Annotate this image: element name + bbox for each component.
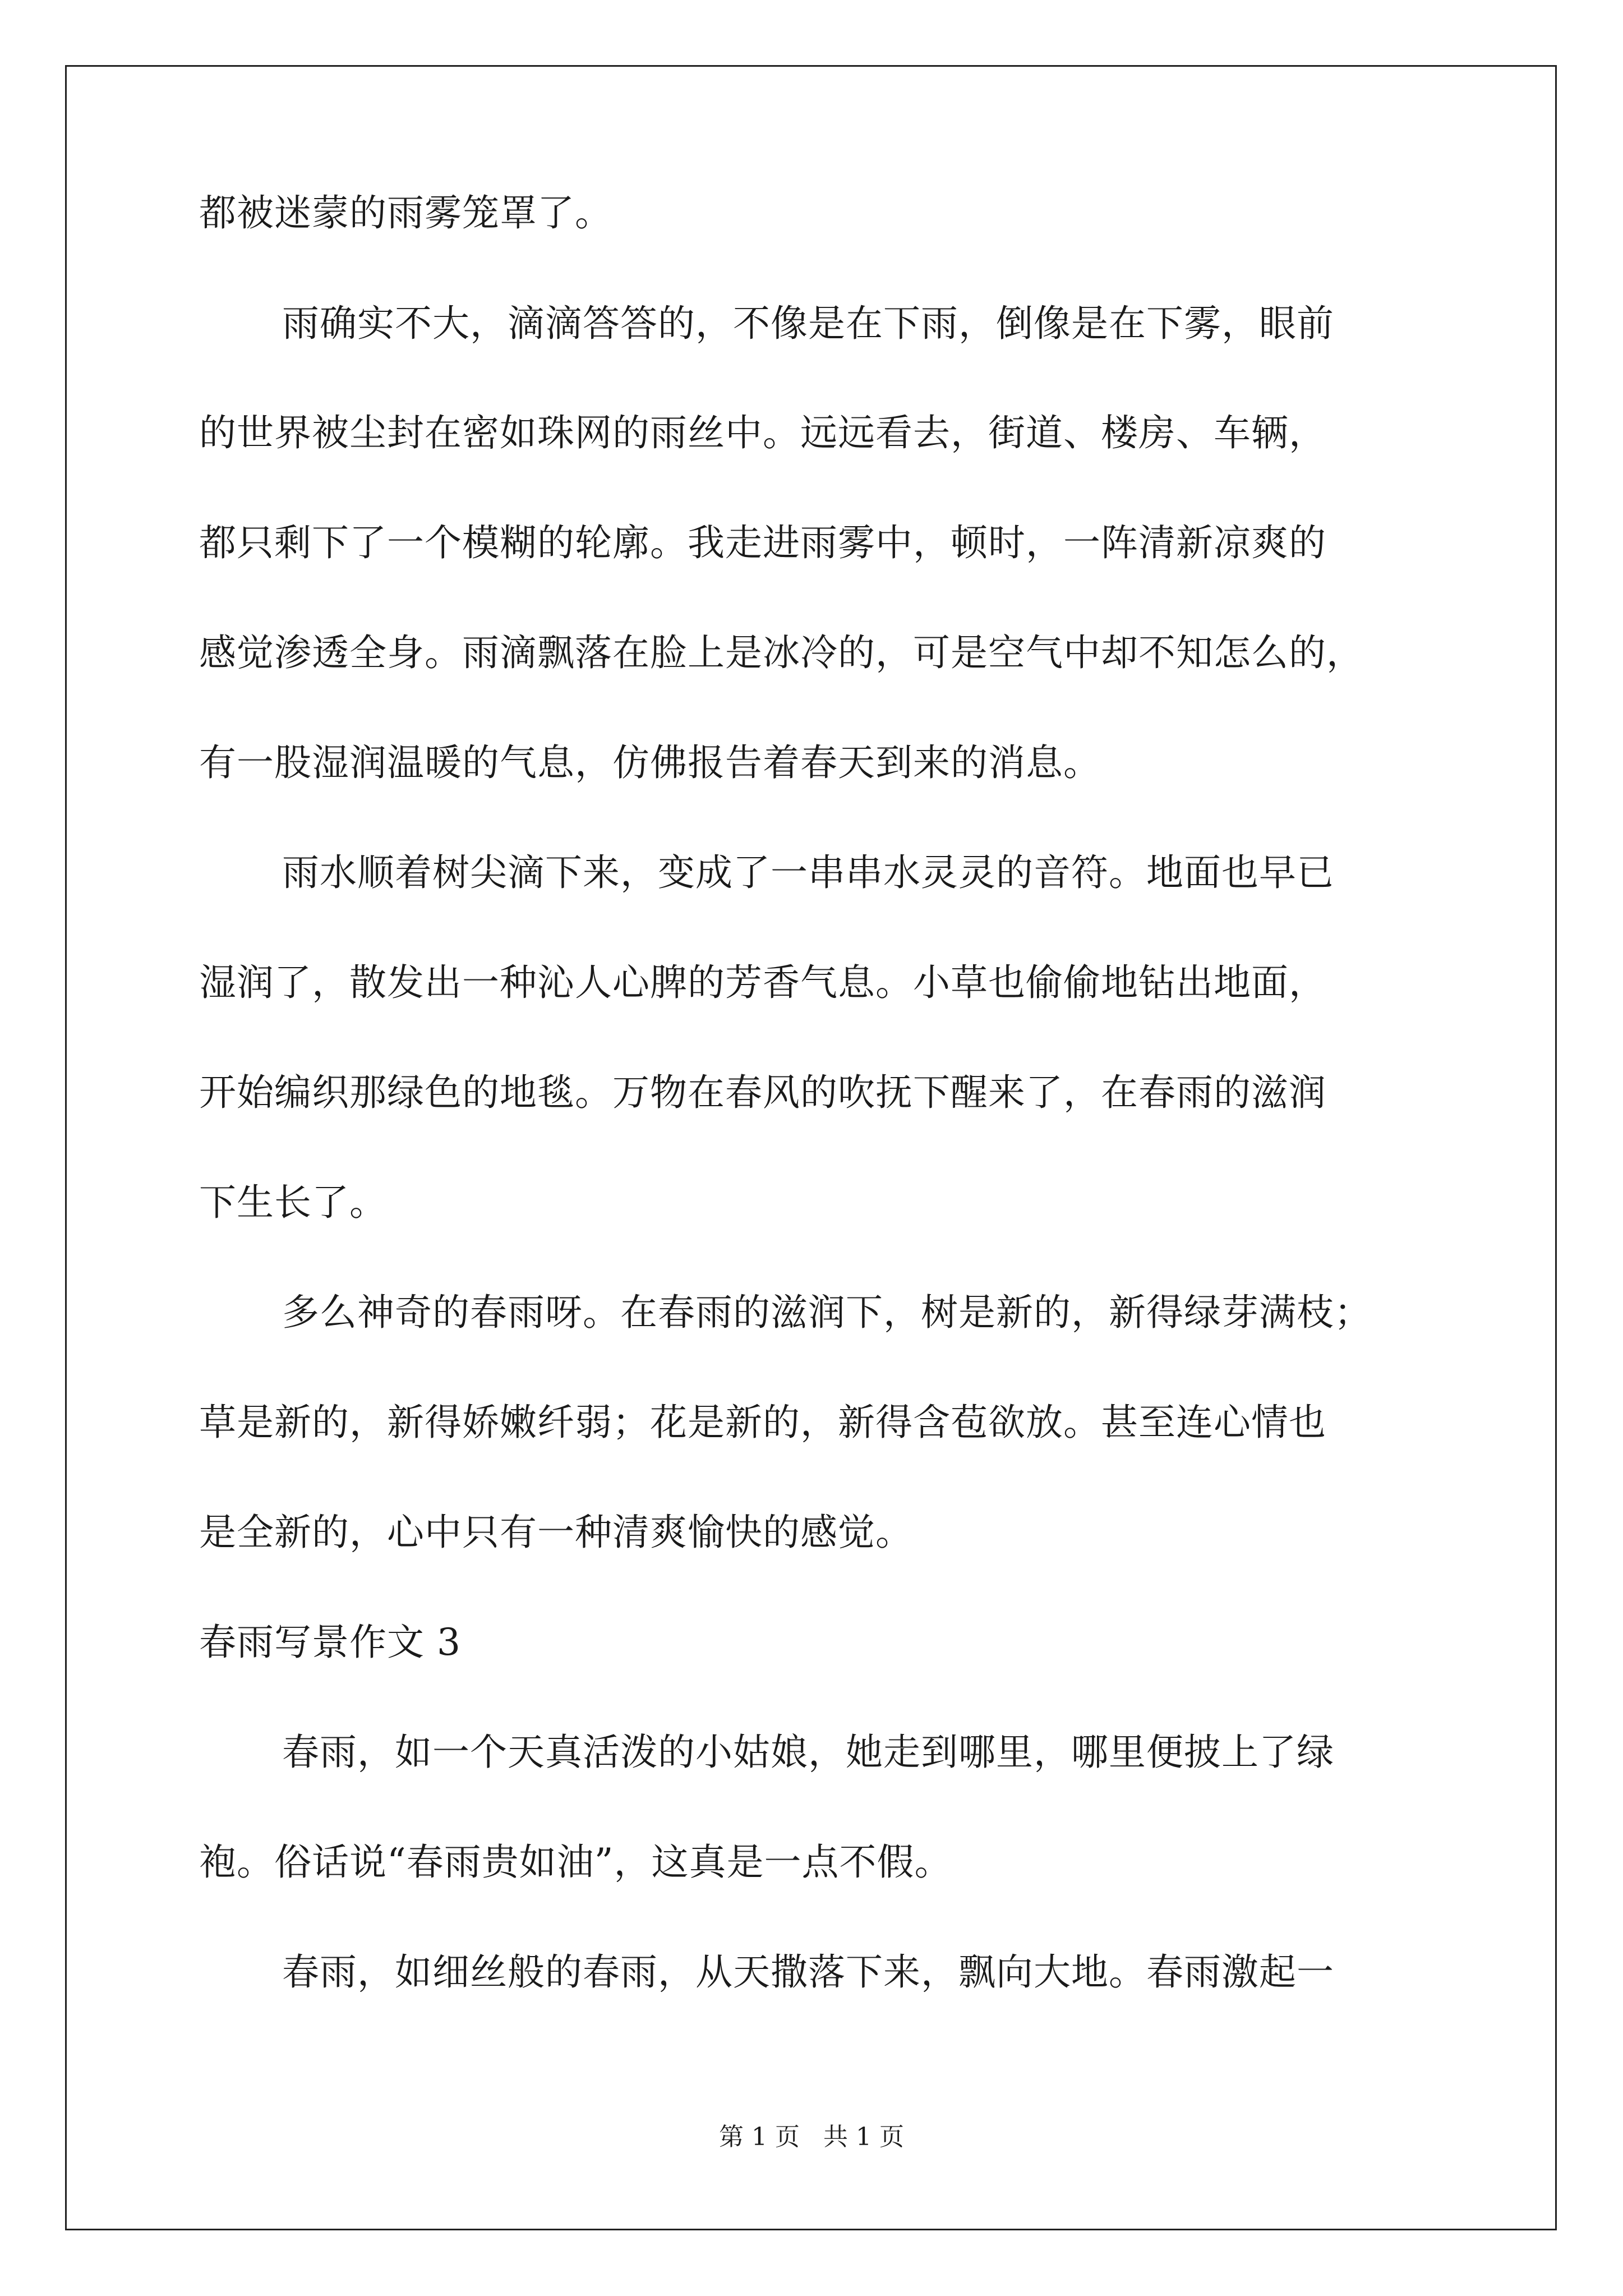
text-line: 感觉渗透全身。雨滴飘落在脸上是冰冷的，可是空气中却不知怎么的， bbox=[199, 631, 1364, 674]
section-heading: 春雨写景作文 3 bbox=[199, 1621, 461, 1664]
text-line: 湿润了，散发出一种沁人心脾的芳香气息。小草也偷偷地钻出地面， bbox=[199, 961, 1326, 1004]
text-line: 雨水顺着树尖滴下来，变成了一串串水灵灵的音符。地面也早已 bbox=[282, 851, 1334, 894]
text-line: 都被迷蒙的雨雾笼罩了。 bbox=[199, 191, 612, 234]
text-line: 开始编织那绿色的地毯。万物在春风的吹抚下醒来了，在春雨的滋润 bbox=[199, 1071, 1326, 1114]
text-line: 袍。俗话说“春雨贵如油”，这真是一点不假。 bbox=[199, 1841, 952, 1884]
text-line: 春雨，如一个天真活泼的小姑娘，她走到哪里，哪里便披上了绿 bbox=[282, 1731, 1334, 1774]
page-footer: 第 1 页 共 1 页 bbox=[719, 2123, 904, 2151]
text-line: 有一股湿润温暖的气息，仿佛报告着春天到来的消息。 bbox=[199, 741, 1101, 784]
text-line: 的世界被尘封在密如珠网的雨丝中。远远看去，街道、楼房、车辆， bbox=[199, 411, 1326, 454]
text-line: 草是新的，新得娇嫩纤弱；花是新的，新得含苞欲放。甚至连心情也 bbox=[199, 1401, 1326, 1444]
page-border bbox=[65, 65, 1557, 2230]
text-line: 下生长了。 bbox=[199, 1181, 387, 1224]
text-line: 雨确实不大，滴滴答答的，不像是在下雨，倒像是在下雾，眼前 bbox=[282, 302, 1334, 345]
text-line: 春雨，如细丝般的春雨，从天撒落下来，飘向大地。春雨激起一 bbox=[282, 1950, 1334, 1994]
text-line: 都只剩下了一个模糊的轮廓。我走进雨雾中，顿时，一阵清新凉爽的 bbox=[199, 521, 1326, 564]
text-line: 是全新的，心中只有一种清爽愉快的感觉。 bbox=[199, 1511, 913, 1554]
text-line: 多么神奇的春雨呀。在春雨的滋润下，树是新的，新得绿芽满枝； bbox=[282, 1291, 1372, 1334]
